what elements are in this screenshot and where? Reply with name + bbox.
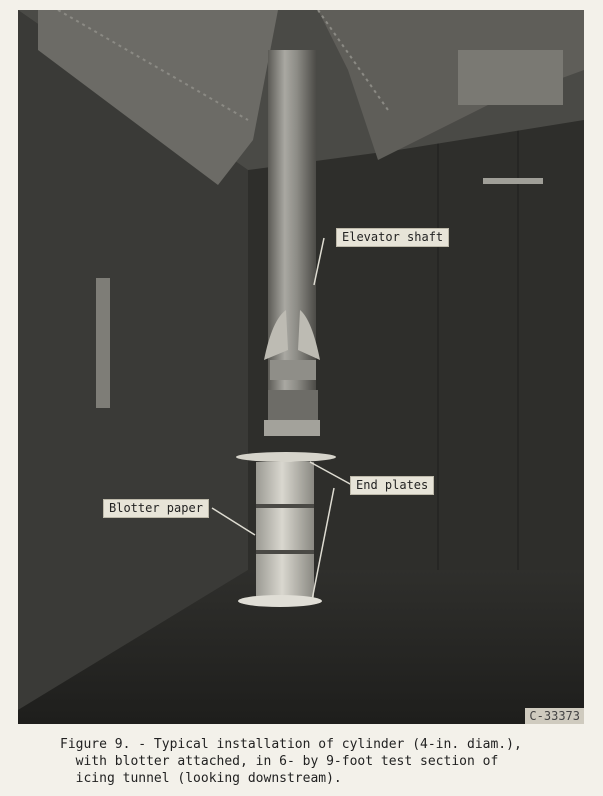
cylinder (256, 462, 314, 602)
caption-line: Figure 9. - Typical installation of cylinder (4-in. diam.), (60, 737, 522, 752)
end-plate-bottom (238, 595, 322, 607)
photo-scene (18, 10, 584, 724)
tunnel-photograph (18, 10, 584, 724)
caption-line: icing tunnel (looking downstream). (60, 771, 342, 786)
label-elevator-shaft: Elevator shaft (336, 228, 449, 247)
label-blotter-paper: Blotter paper (103, 499, 209, 518)
photo-id: C-33373 (525, 708, 584, 724)
figure-caption (60, 736, 580, 787)
label-end-plates: End plates (350, 476, 434, 495)
ceiling-panel (458, 50, 563, 105)
wall-window (96, 278, 110, 408)
caption-line: with blotter attached, in 6- by 9-foot test section of (60, 754, 499, 769)
end-plate-top (236, 452, 336, 462)
